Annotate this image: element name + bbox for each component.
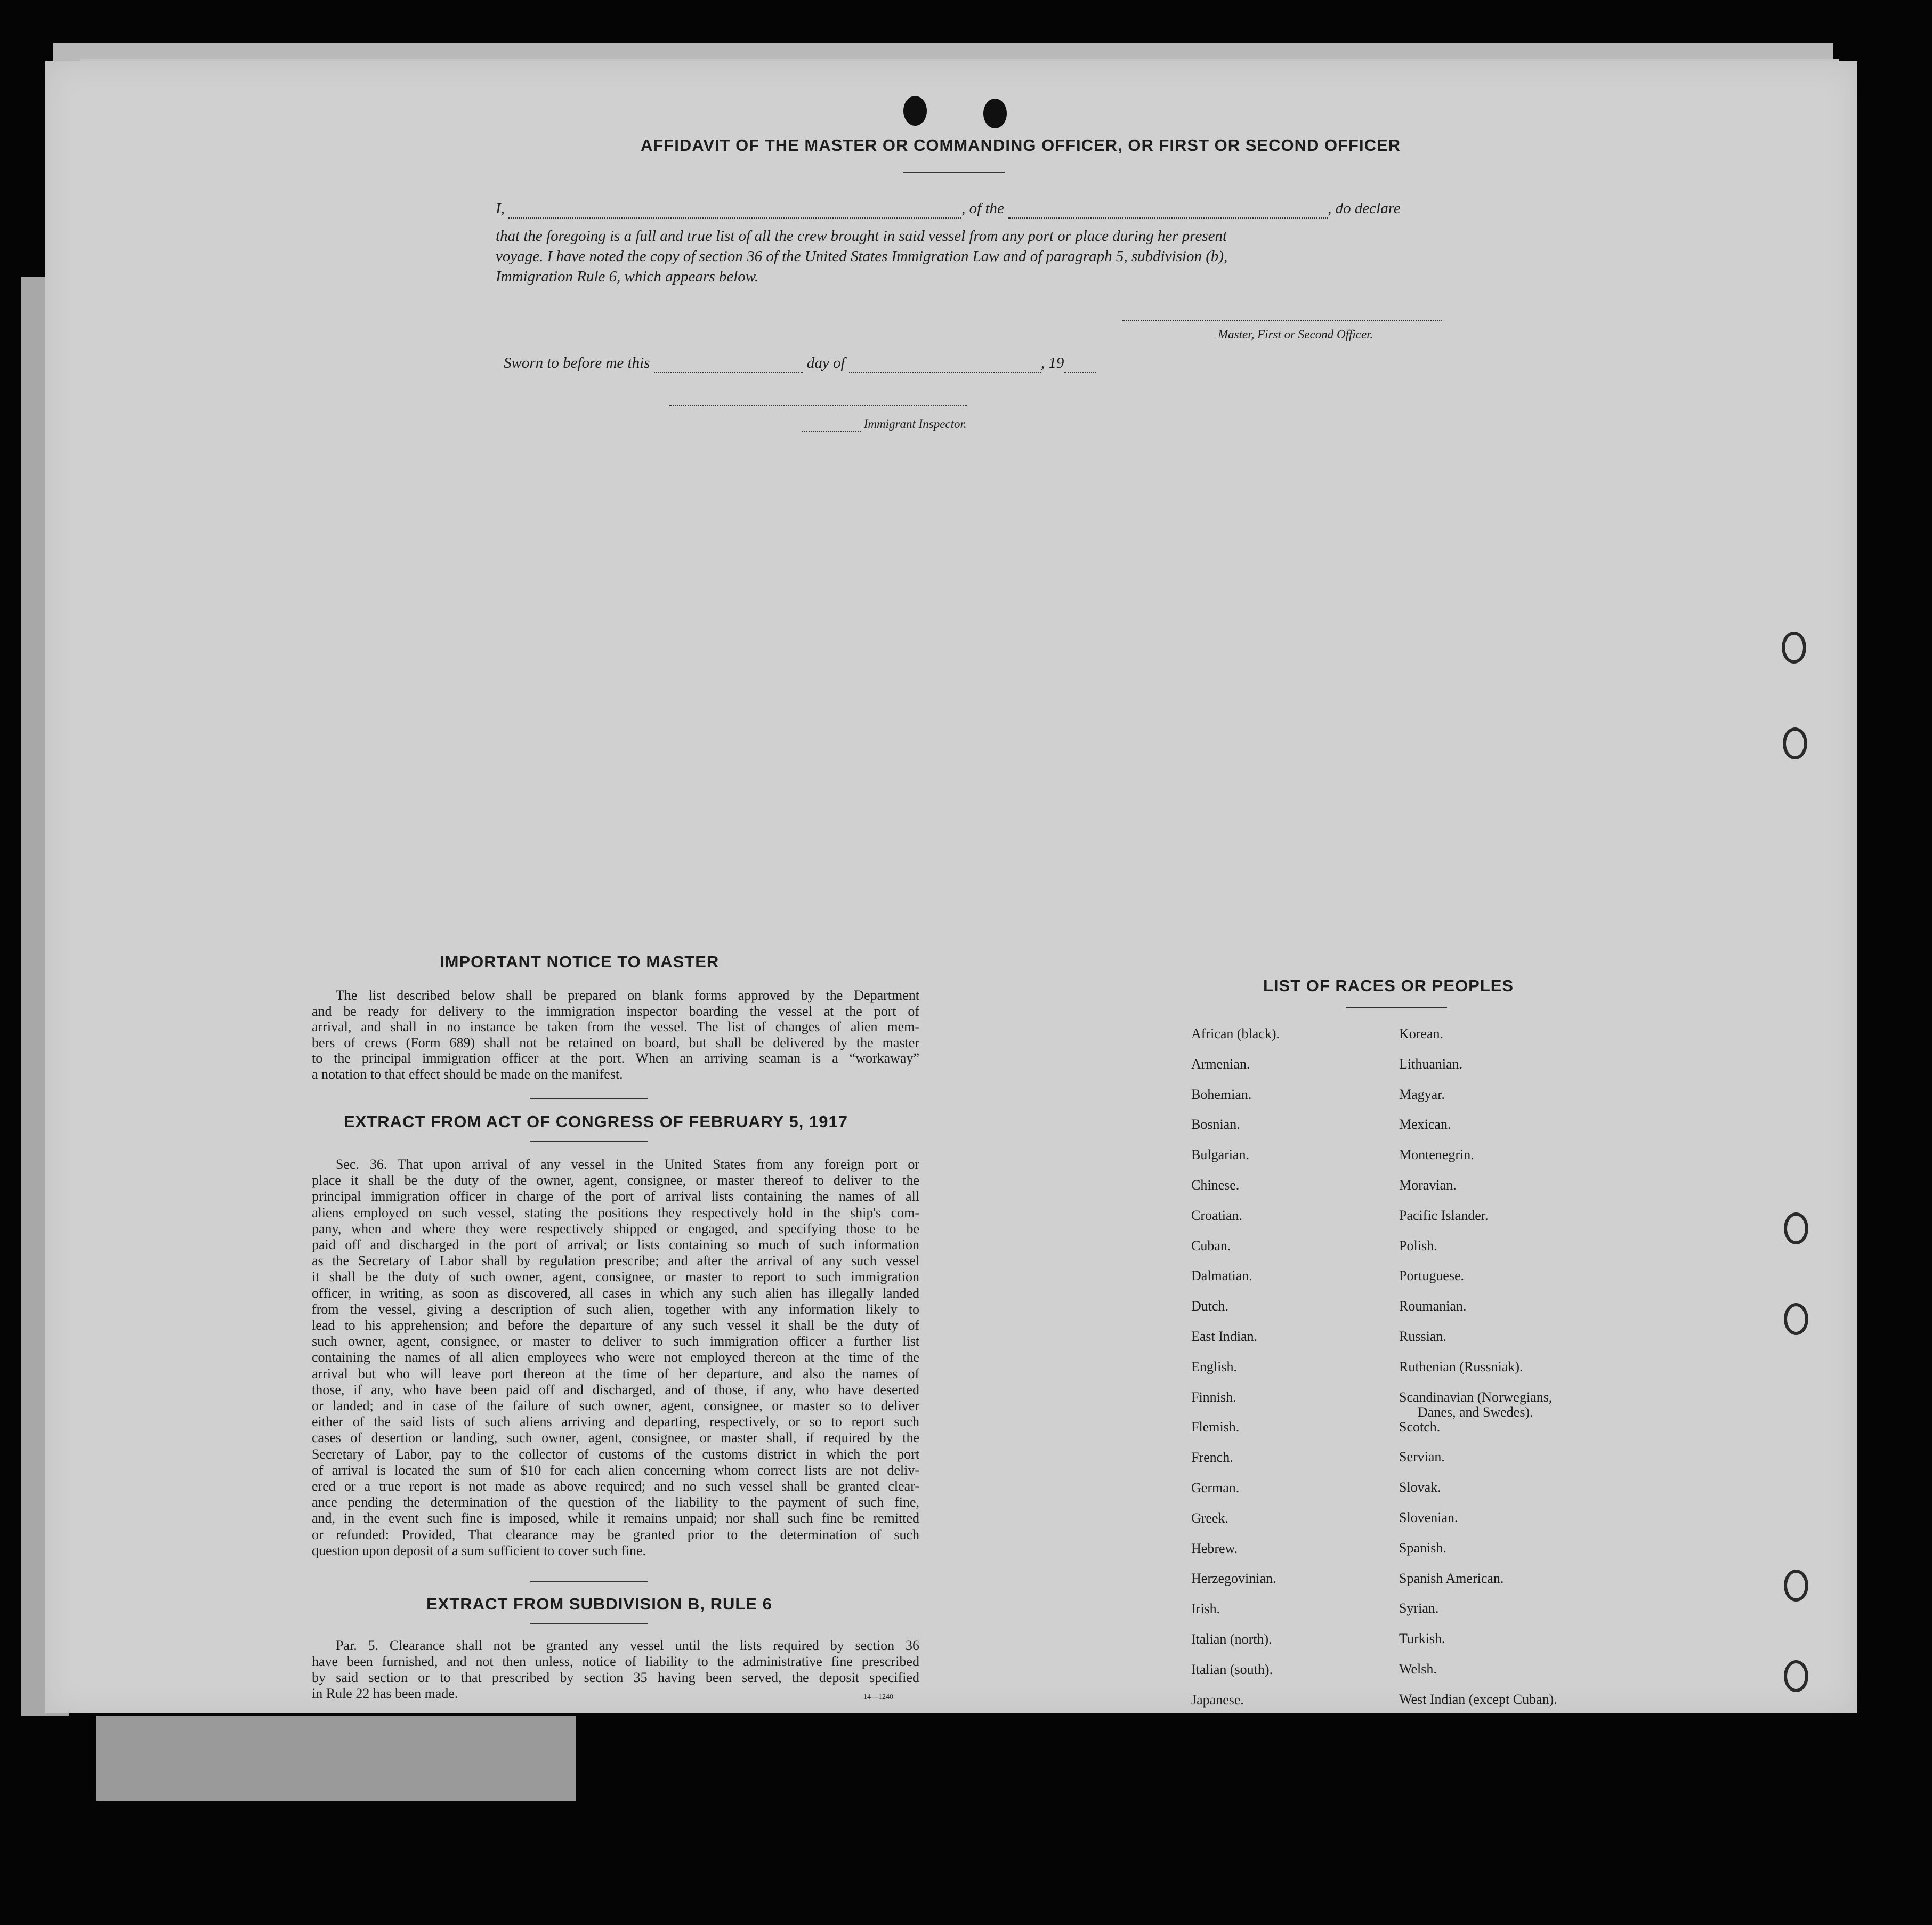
affidavit-line-2: that the foregoing is a full and true list of all the crew brought in said vessel from any port or place during her present xyxy=(496,228,1227,245)
race-item: West Indian (except Cuban). xyxy=(1399,1691,1557,1707)
extract-act-title: EXTRACT FROM ACT OF CONGRESS OF FEBRUARY 5, 1917 xyxy=(344,1112,848,1131)
race-item: Slovak. xyxy=(1399,1479,1441,1495)
affidavit-line-1 xyxy=(496,200,1498,219)
year-blank xyxy=(1064,354,1096,373)
notice-title: IMPORTANT NOTICE TO MASTER xyxy=(440,952,720,971)
month-blank xyxy=(849,354,1041,373)
extract-rule-line: Par. 5. Clearance shall not be granted any vessel until the lists required by section 36 xyxy=(336,1638,919,1653)
extract-act-line: principal immigration officer in charge of the port of arrival lists containing the names of all xyxy=(312,1188,919,1204)
notice-line: to the principal immigration officer at the port. When an arriving seaman is a “workaway” xyxy=(312,1050,919,1066)
binder-ring xyxy=(1783,727,1807,759)
race-item: Magyar. xyxy=(1399,1086,1445,1102)
race-item: Greek. xyxy=(1191,1510,1229,1526)
race-item: Japanese. xyxy=(1191,1692,1244,1708)
race-item: Portuguese. xyxy=(1399,1268,1465,1284)
race-item: Bohemian. xyxy=(1191,1086,1252,1102)
race-item: Croatian. xyxy=(1191,1207,1243,1223)
notice-line: a notation to that effect should be made on the manifest. xyxy=(312,1066,623,1082)
race-item: French. xyxy=(1191,1450,1233,1466)
sheet-edge-bottom xyxy=(96,1716,576,1801)
year-text: , 19 xyxy=(1040,354,1064,371)
race-item: Dutch. xyxy=(1191,1298,1229,1314)
race-item: African (black). xyxy=(1191,1026,1280,1041)
officer-signature-line xyxy=(1122,320,1442,321)
vessel-blank xyxy=(1008,200,1328,219)
punch-hole xyxy=(903,96,927,126)
divider xyxy=(1346,1007,1447,1008)
races-title: LIST OF RACES OR PEOPLES xyxy=(1263,976,1514,995)
inspector-label: Immigrant Inspector. xyxy=(802,417,967,432)
race-item: East Indian. xyxy=(1191,1329,1258,1344)
extract-act-line: pany, when and where they were respectively shipped or engaged, and specifying those to be xyxy=(312,1220,919,1236)
race-item: Spanish. xyxy=(1399,1540,1446,1556)
affidavit-of-the: , of the xyxy=(961,200,1004,217)
divider xyxy=(530,1623,648,1624)
inspector-signature-line xyxy=(669,405,967,406)
extract-act-line: cases of desertion or landing, such owner, agent, consignee, or master shall, if required by the xyxy=(312,1430,919,1446)
race-item: Bulgarian. xyxy=(1191,1147,1250,1163)
race-item: Herzegovinian. xyxy=(1191,1571,1276,1587)
binder-ring xyxy=(1784,1212,1808,1244)
extract-act-line: of arrival is located the sum of $10 for each alien concerning whom correct lists are not deliv- xyxy=(312,1462,919,1478)
race-item: Roumanian. xyxy=(1399,1298,1467,1314)
extract-act-line: such owner, agent, consignee, or master to deliver to such immigration officer a further list xyxy=(312,1333,919,1349)
race-item: Mexican. xyxy=(1399,1117,1451,1133)
extract-act-line: officer, in writing, as soon as discovered, all cases in which any such alien has illegally landed xyxy=(312,1285,919,1301)
race-item: Spanish American. xyxy=(1399,1570,1504,1586)
extract-act-line: as the Secretary of Labor shall by regulation prescribe; and after the arrival of any such vessel xyxy=(312,1253,919,1269)
affidavit-line-4: Immigration Rule 6, which appears below. xyxy=(496,268,759,285)
affidavit-title: AFFIDAVIT OF THE MASTER OR COMMANDING OFFICER, OR FIRST OR SECOND OFFICER xyxy=(640,136,1401,155)
race-item: Moravian. xyxy=(1399,1177,1457,1193)
officer-label: Master, First or Second Officer. xyxy=(1218,328,1373,341)
race-item: Polish. xyxy=(1399,1237,1437,1253)
race-item: Dalmatian. xyxy=(1191,1268,1252,1284)
race-item: Italian (south). xyxy=(1191,1661,1273,1677)
race-item: Welsh. xyxy=(1399,1661,1437,1677)
extract-act-line: paid off and discharged in the port of arrival; or lists containing so much of such information xyxy=(312,1237,919,1252)
extract-act-line: Sec. 36. That upon arrival of any vessel in the United States from any foreign port or xyxy=(336,1156,919,1172)
extract-act-line: or refunded: Provided, That clearance may be granted prior to the determination of such xyxy=(312,1526,919,1542)
sworn-line xyxy=(504,354,1096,373)
race-item: Danes, and Swedes). xyxy=(1418,1404,1533,1420)
race-item: Scandinavian (Norwegians, xyxy=(1399,1389,1553,1405)
extract-act-line: aliens employed on such vessel, stating the positions they respectively hold in the ship's com- xyxy=(312,1204,919,1220)
form-number: 14—1240 xyxy=(863,1693,893,1701)
punch-hole xyxy=(983,99,1007,128)
race-item: Slovenian. xyxy=(1399,1510,1458,1525)
race-item: Montenegrin. xyxy=(1399,1147,1474,1163)
race-item: Servian. xyxy=(1399,1449,1445,1465)
race-item: German. xyxy=(1191,1480,1240,1495)
extract-act-line: or landed; and in case of the failure of such owner, agent, consignee, or master so to deliver xyxy=(312,1398,919,1413)
binder-ring xyxy=(1784,1660,1808,1692)
extract-act-line: containing the names of all alien employees who were not employed thereon at the time of the xyxy=(312,1349,919,1365)
divider xyxy=(530,1141,648,1142)
divider xyxy=(903,172,1005,173)
extract-act-line: lead to his apprehension; and before the departure of any such vessel it shall be the duty of xyxy=(312,1317,919,1333)
extract-act-line: ance pending the determination of the question of the liability to the payment of such fine, xyxy=(312,1494,919,1510)
notice-line: arrival, and shall in no instance be taken from the vessel. The list of changes of alien mem- xyxy=(312,1019,919,1034)
affidavit-line-3: voyage. I have noted the copy of section 36 of the United States Immigration Law and of paragraph 5, subdivision (b), xyxy=(496,248,1228,265)
extract-rule-title: EXTRACT FROM SUBDIVISION B, RULE 6 xyxy=(426,1595,772,1613)
extract-act-line: those, if any, who have been paid off and discharged, and of those, if any, who have deserted xyxy=(312,1381,919,1397)
race-item: Chinese. xyxy=(1191,1177,1240,1193)
notice-line: bers of crews (Form 689) shall not be retained on board, but shall be delivered by the master xyxy=(312,1034,919,1050)
race-item: Hebrew. xyxy=(1191,1540,1238,1556)
extract-act-line: it shall be the duty of such owner, agent, consignee, or master to report to such immigration xyxy=(312,1269,919,1285)
extract-act-line: arrival but who will leave port thereon at the time of her departure, and also the names of xyxy=(312,1365,919,1381)
race-item: Syrian. xyxy=(1399,1600,1439,1616)
document-page xyxy=(45,61,1857,1713)
race-item: Armenian. xyxy=(1191,1056,1250,1072)
race-item: Pacific Islander. xyxy=(1399,1207,1489,1223)
race-item: Finnish. xyxy=(1191,1389,1236,1405)
race-item: Ruthenian (Russniak). xyxy=(1399,1358,1523,1374)
race-item: Turkish. xyxy=(1399,1631,1445,1647)
race-item: Italian (north). xyxy=(1191,1631,1272,1647)
race-item: Scotch. xyxy=(1399,1419,1441,1435)
binder-ring xyxy=(1784,1570,1808,1602)
extract-act-line: from the vessel, giving a description of such alien, together with any information likely to xyxy=(312,1301,919,1317)
name-blank xyxy=(508,200,961,219)
race-item: Korean. xyxy=(1399,1026,1444,1041)
extract-act-line: and, in the event such fine is imposed, while it remains unpaid; nor shall such fine be remitted xyxy=(312,1510,919,1526)
binder-ring xyxy=(1784,1303,1808,1335)
race-item: Cuban. xyxy=(1191,1237,1231,1253)
race-item: Bosnian. xyxy=(1191,1117,1240,1133)
affidavit-declare: , do declare xyxy=(1328,200,1401,217)
extract-act-line: place it shall be the duty of the owner, agent, consignee, or master thereof to deliver to the xyxy=(312,1172,919,1188)
extract-act-line: question upon deposit of a sum sufficient to cover such fine. xyxy=(312,1542,646,1558)
extract-rule-line: by said section or to that prescribed by section 35 having been served, the deposit specified xyxy=(312,1670,919,1685)
race-item: Lithuanian. xyxy=(1399,1056,1463,1072)
sworn-text: Sworn to before me this xyxy=(504,354,650,371)
extract-act-line: ered or a true report is not made as above required; and no such vessel shall be granted clear- xyxy=(312,1478,919,1494)
notice-line: and be ready for delivery to the immigration inspector boarding the vessel at the port of xyxy=(312,1003,919,1019)
race-item: Irish. xyxy=(1191,1601,1220,1617)
race-item: Russian. xyxy=(1399,1329,1446,1344)
race-item: English. xyxy=(1191,1358,1237,1374)
notice-line: The list described below shall be prepared on blank forms approved by the Department xyxy=(336,988,919,1003)
race-item: Flemish. xyxy=(1191,1419,1240,1435)
extract-rule-line: in Rule 22 has been made. xyxy=(312,1686,458,1701)
extract-rule-line: have been furnished, and not then unless, notice of liability to the administrative fine prescribed xyxy=(312,1654,919,1669)
extract-act-line: Secretary of Labor, pay to the collector of customs of the customs district in which the port xyxy=(312,1446,919,1462)
extract-act-line: either of the said lists of such aliens arriving and departing, respectively, or so to report such xyxy=(312,1414,919,1430)
day-of-text: day of xyxy=(806,354,845,371)
affidavit-i: I, xyxy=(496,200,505,217)
divider xyxy=(530,1581,648,1582)
binder-ring xyxy=(1782,632,1806,664)
day-blank xyxy=(654,354,803,373)
divider xyxy=(530,1098,648,1099)
